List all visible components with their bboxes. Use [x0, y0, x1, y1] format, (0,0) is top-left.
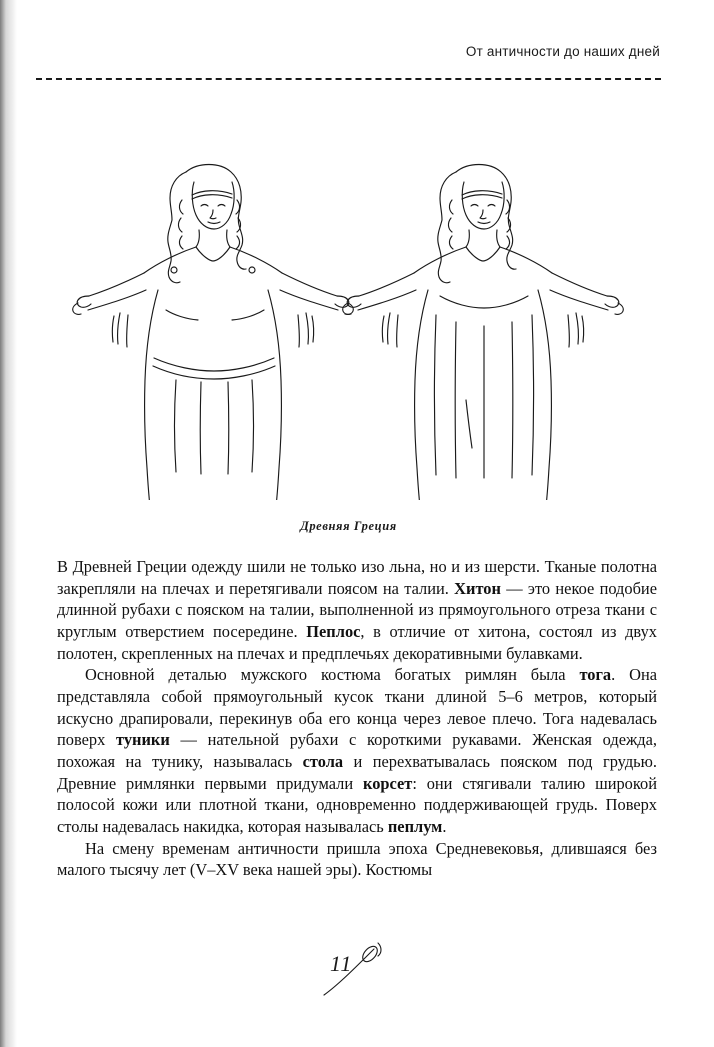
page-number: 11 — [330, 951, 353, 976]
paragraph-3: На смену временам античности пришла эпоха Средневековья, длившаяся без малого тысячу лет (V–XV века нашей эры). Костюмы — [57, 838, 657, 880]
page-footer — [0, 941, 714, 1005]
paragraph-1: В Древней Греции одежду шили не только изо льна, но и из шерсти. Тканые полотна закрепляли на плечах и перетягивали поясом на талии. Хитон — это некое подобие длинной рубахи с пояском на талии, выполненной из прямоугольного отреза ткани с круглым отверстием посередине. Пеплос, в отличие от хитона, состоял из двух полотен, скрепленных на плечах и предплечьях декоративными булавками. — [57, 557, 657, 663]
term-hiton: Хитон — [454, 578, 501, 598]
term-peplum: пеплум — [387, 816, 443, 836]
term-toga: тога — [579, 665, 612, 685]
term-peplos: Пеплос — [306, 621, 361, 641]
body-text — [57, 556, 657, 881]
term-korset: корсет — [362, 773, 413, 793]
figure-ancient-greece-illustration — [36, 100, 661, 500]
running-head: От античности до наших дней — [465, 44, 660, 59]
term-tuniki: туники — [116, 730, 170, 750]
figure-caption: Древняя Греция — [300, 519, 397, 533]
header-divider — [36, 78, 661, 80]
term-stola: стола — [302, 751, 344, 771]
page-gutter-shadow — [0, 0, 17, 1047]
folio-ornament — [312, 941, 402, 999]
figure-hiton — [343, 165, 624, 501]
figure-peplos — [73, 165, 354, 501]
paragraph-2: Основной деталью мужского костюма богатых римлян была тога. Она представляла собой прямоугольный кусок ткани длиной 5–6 метров, который искусно драпировали, перекинув оба его конца через левое плечо. Тога надевалась поверх туники — нательной рубахи с короткими рукавами. Женская одежда, похожая на тунику, называлась стола и перехватывалась пояском под грудью. Древние римлянки первыми придумали корсет: они стягивали талию широкой полосой кожи или плотной ткани, одновременно поддерживающей грудь. Поверх столы надевалась накидка, которая называлась пеплум. — [57, 665, 658, 836]
needle-and-thread-icon — [312, 941, 402, 999]
